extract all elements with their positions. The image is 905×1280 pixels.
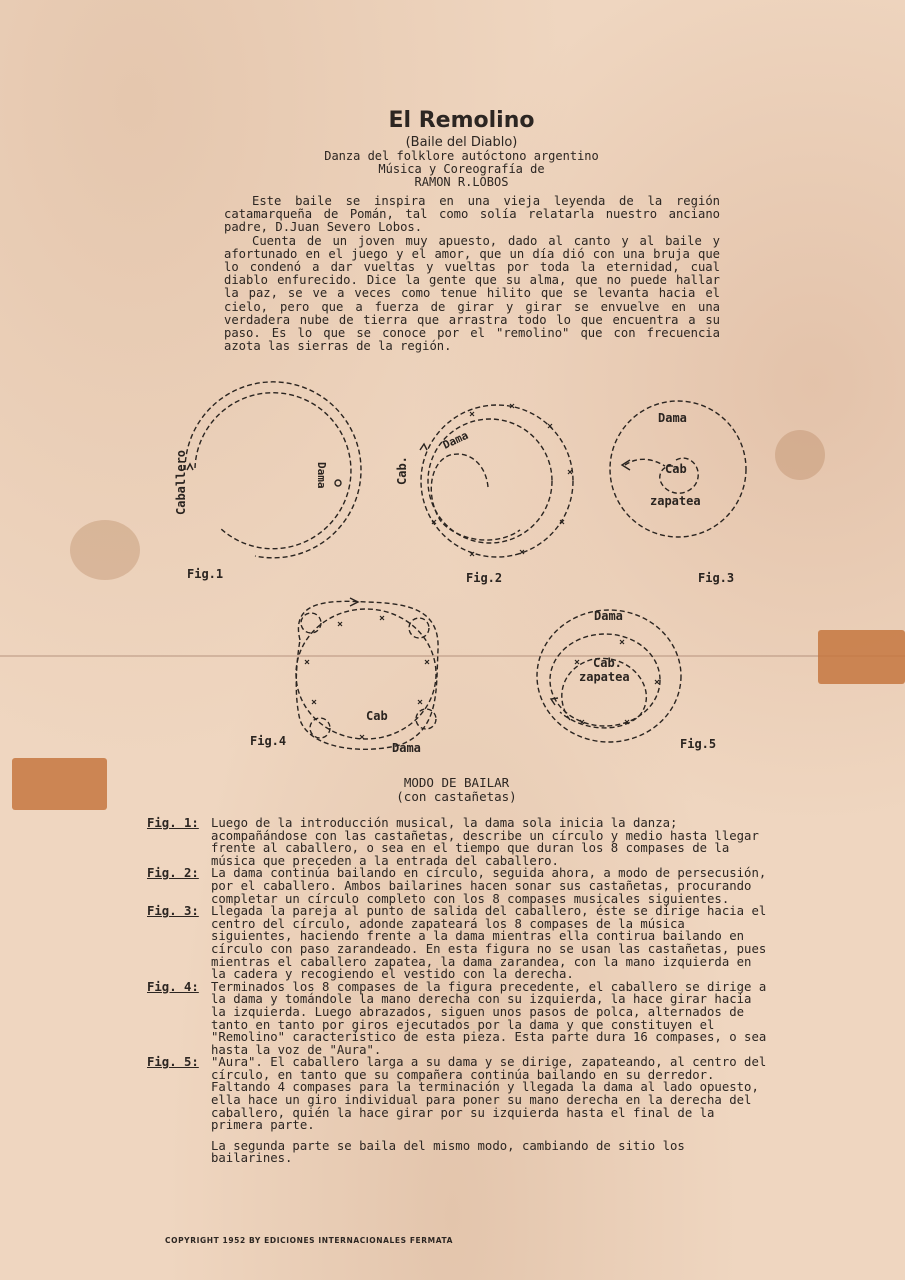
fig2-dama-label: Dama <box>440 428 471 452</box>
fig5-label: Fig.5 <box>680 737 717 751</box>
fig3-cab-label: Cab <box>665 462 687 476</box>
fig5-zapatea-label: zapatea <box>579 670 630 684</box>
fig5-dama-label: Dama <box>594 609 623 623</box>
step-text: La dama continúa bailando en círculo, seguida ahora, a modo de persecusión, por el caballero. Ambos bailarines hacen sonar sus castañetas, procurando completar un círculo completo con los 8 compases musicales siguientes. <box>211 866 767 906</box>
step-item <box>147 867 769 905</box>
step-text: Luego de la introducción musical, la dama sola inicia la danza; acompañándose con las castañetas, describe un círculo y medio hasta llegar frente al caballero, o sea en el tiempo que duran los 8 compases de la música que preceden a la entrada del caballero. <box>211 816 759 868</box>
fig1-label: Fig.1 <box>187 567 224 581</box>
intro-paragraph-1: Este baile se inspira en una vieja leyenda de la región catamarqueña de Pomán, tal como solía relatarla nuestro anciano padre, D.Juan Severo Lobos. <box>224 194 720 235</box>
fig3-dama-label: Dama <box>658 411 687 425</box>
figure-2-diagram <box>420 405 573 557</box>
fig2-cab-label: Cab. <box>395 456 409 485</box>
steps-list <box>147 817 769 1165</box>
figure-4-diagram <box>296 598 438 749</box>
header-line-1: Danza del folklore autóctono argentino <box>324 149 599 163</box>
step-label: Fig. 2: <box>147 866 199 881</box>
fig4-cab-label: Cab <box>366 709 388 723</box>
fig1-caballero-label: Caballero <box>174 449 188 515</box>
figure-1-diagram <box>185 382 361 558</box>
step-label: Fig. 3: <box>147 904 199 919</box>
fig4-label: Fig.4 <box>250 734 287 748</box>
step-item <box>147 981 769 1057</box>
step-item <box>147 1056 769 1132</box>
step-item <box>147 905 769 981</box>
step-text: Terminados los 8 compases de la figura precedente, el caballero se dirige a la dama y tomándole la mano derecha con su izquierda, la hace girar hacia la izquierda. Luego abrazados, siguen unos pasos de polca, alternados de tanto en tanto por giros ejecutados por la dama y que constituyen el "Remolino" característico de esta pieza. Esta parte dura 16 compases, o sea hasta la voz de "Aura". <box>211 979 767 1057</box>
fig3-zapatea-label: zapatea <box>650 494 701 508</box>
fig3-label: Fig.3 <box>698 571 735 585</box>
header-line-2: Música y Coreografía de <box>378 162 545 176</box>
step-label: Fig. 4: <box>147 979 199 994</box>
fig4-dama-label: Dama <box>392 741 421 755</box>
step-label: Fig. 1: <box>147 816 199 830</box>
step-item <box>147 817 769 867</box>
author-name: RAMON R.LOBOS <box>414 175 509 189</box>
document-title: El Remolino <box>388 108 535 133</box>
fig5-cab-label: Cab. <box>593 656 622 670</box>
step-label: Fig. 5: <box>147 1055 199 1070</box>
document-subtitle: (Baile del Diablo) <box>405 135 518 150</box>
fig1-dama-label: Dama <box>315 462 328 489</box>
section-heading <box>0 776 905 804</box>
copyright-notice: COPYRIGHT 1952 BY EDICIONES INTERNACIONALES FERMATA <box>165 1236 454 1245</box>
step-text: Llegada la pareja al punto de salida del caballero, éste se dirige hacia el centro del círculo, adonde zapateará los 8 compases de la música siguientes, haciendo frente a la dama mientras ella contirua bailando en círculo con paso zarandeado. En esta figura no se usan las castañetas, pues mientras el caballero zapatea, la dama zarandea, con la mano izquierda en la cadera y recogiendo el vestido con la derecha. <box>211 904 767 982</box>
intro-paragraph-2: Cuenta de un joven muy apuesto, dado al canto y al baile y afortunado en el juego y el amor, que un día dió con una bruja que lo condenó a dar vueltas y vueltas por toda la eternidad, cual diablo enfurecido. Dice la gente que su alma, que no puede hallar la paz, se ve a veces como tenue hilito que se levanta hacia el cielo, pero que a fuerza de girar y girar se envuelve en una verdadera nube de tierra que arrastra todo lo que encuentra a su paso. Es lo que se conoce por el "remolino" que con frecuencia azota las sierras de la región. <box>224 233 720 354</box>
closing-note: La segunda parte se baila del mismo modo, cambiando de sitio los bailarines. <box>211 1138 685 1166</box>
step-text: "Aura". El caballero larga a su dama y se dirige, zapateando, al centro del círculo, en tanto que su compañera continúa bailando en su derredor. Faltando 4 compases para la terminación y llegada la dama al lado opuesto, ella hace un giro individual para poner su mano derecha en la derecha del caballero, quién la hace girar por su izquierda hasta el final de la primera parte. <box>211 1055 767 1133</box>
modo-subtitle: (con castañetas) <box>396 789 517 804</box>
modo-title: MODO DE BAILAR <box>403 775 510 790</box>
fig2-label: Fig.2 <box>466 571 503 585</box>
